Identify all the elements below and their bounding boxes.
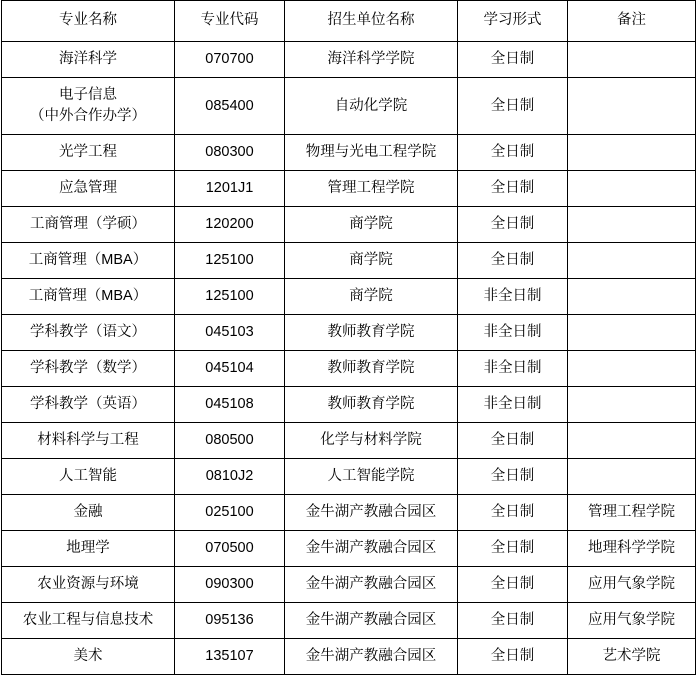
table-row — [2, 387, 696, 423]
column-header-enrolling-unit: 招生单位名称 — [285, 1, 458, 42]
cell-enrolling-unit: 教师教育学院 — [285, 351, 458, 387]
cell-study-mode: 全日制 — [458, 42, 568, 78]
cell-major-name: 工商管理（MBA） — [2, 243, 175, 279]
cell-enrolling-unit: 化学与材料学院 — [285, 423, 458, 459]
cell-study-mode: 全日制 — [458, 423, 568, 459]
cell-enrolling-unit: 金牛湖产教融合园区 — [285, 495, 458, 531]
cell-enrolling-unit: 金牛湖产教融合园区 — [285, 639, 458, 675]
table-row — [2, 459, 696, 495]
cell-remark: 应用气象学院 — [568, 567, 696, 603]
cell-major-code: 125100 — [175, 243, 285, 279]
cell-major-name: 光学工程 — [2, 135, 175, 171]
cell-enrolling-unit: 教师教育学院 — [285, 315, 458, 351]
cell-study-mode: 全日制 — [458, 135, 568, 171]
cell-remark — [568, 423, 696, 459]
cell-major-code: 045104 — [175, 351, 285, 387]
table-row — [2, 531, 696, 567]
cell-major-name: 美术 — [2, 639, 175, 675]
cell-major-name: 学科教学（英语） — [2, 387, 175, 423]
cell-major-code: 080500 — [175, 423, 285, 459]
cell-enrolling-unit: 金牛湖产教融合园区 — [285, 531, 458, 567]
cell-study-mode: 全日制 — [458, 207, 568, 243]
cell-major-code: 080300 — [175, 135, 285, 171]
table-row — [2, 639, 696, 675]
table-row — [2, 42, 696, 78]
cell-enrolling-unit: 商学院 — [285, 207, 458, 243]
table-row — [2, 423, 696, 459]
cell-major-name-line2: （中外合作办学） — [30, 108, 146, 125]
majors-table — [1, 0, 696, 675]
cell-major-name: 工商管理（学硕） — [2, 207, 175, 243]
cell-major-name: 地理学 — [2, 531, 175, 567]
cell-major-name: 材料科学与工程 — [2, 423, 175, 459]
table-row — [2, 495, 696, 531]
column-header-remark: 备注 — [568, 1, 696, 42]
table-row — [2, 315, 696, 351]
cell-major-code: 045108 — [175, 387, 285, 423]
cell-major-name: 学科教学（数学） — [2, 351, 175, 387]
cell-enrolling-unit: 金牛湖产教融合园区 — [285, 603, 458, 639]
table-row — [2, 207, 696, 243]
cell-enrolling-unit: 商学院 — [285, 279, 458, 315]
cell-remark — [568, 42, 696, 78]
cell-major-name — [2, 78, 175, 135]
cell-major-code: 125100 — [175, 279, 285, 315]
cell-study-mode: 全日制 — [458, 639, 568, 675]
cell-study-mode: 非全日制 — [458, 279, 568, 315]
table-row — [2, 603, 696, 639]
table-row — [2, 135, 696, 171]
cell-enrolling-unit: 管理工程学院 — [285, 171, 458, 207]
cell-remark — [568, 387, 696, 423]
table-header — [2, 1, 696, 42]
column-header-study-mode: 学习形式 — [458, 1, 568, 42]
cell-remark: 艺术学院 — [568, 639, 696, 675]
cell-remark: 管理工程学院 — [568, 495, 696, 531]
cell-major-name: 金融 — [2, 495, 175, 531]
cell-remark — [568, 351, 696, 387]
table-row — [2, 351, 696, 387]
cell-study-mode: 非全日制 — [458, 315, 568, 351]
cell-major-name: 人工智能 — [2, 459, 175, 495]
cell-remark — [568, 315, 696, 351]
table-row — [2, 279, 696, 315]
cell-major-code: 1201J1 — [175, 171, 285, 207]
cell-study-mode: 非全日制 — [458, 351, 568, 387]
cell-major-name: 农业资源与环境 — [2, 567, 175, 603]
column-header-major-code: 专业代码 — [175, 1, 285, 42]
cell-major-code: 085400 — [175, 78, 285, 135]
cell-remark — [568, 279, 696, 315]
cell-major-code: 120200 — [175, 207, 285, 243]
cell-study-mode: 全日制 — [458, 78, 568, 135]
cell-remark — [568, 243, 696, 279]
cell-major-code: 090300 — [175, 567, 285, 603]
cell-major-code: 095136 — [175, 603, 285, 639]
cell-enrolling-unit: 商学院 — [285, 243, 458, 279]
cell-major-code: 070500 — [175, 531, 285, 567]
cell-study-mode: 非全日制 — [458, 387, 568, 423]
cell-major-code: 070700 — [175, 42, 285, 78]
table-row — [2, 243, 696, 279]
cell-remark: 地理科学学院 — [568, 531, 696, 567]
table-body — [2, 42, 696, 675]
cell-major-code: 025100 — [175, 495, 285, 531]
cell-remark — [568, 78, 696, 135]
cell-major-code: 0810J2 — [175, 459, 285, 495]
cell-remark — [568, 171, 696, 207]
cell-enrolling-unit: 自动化学院 — [285, 78, 458, 135]
table-row — [2, 78, 696, 135]
table-row — [2, 171, 696, 207]
cell-study-mode: 全日制 — [458, 603, 568, 639]
cell-remark: 应用气象学院 — [568, 603, 696, 639]
cell-study-mode: 全日制 — [458, 495, 568, 531]
cell-major-name: 农业工程与信息技术 — [2, 603, 175, 639]
cell-study-mode: 全日制 — [458, 567, 568, 603]
cell-enrolling-unit: 人工智能学院 — [285, 459, 458, 495]
cell-major-name: 海洋科学 — [2, 42, 175, 78]
cell-major-code: 135107 — [175, 639, 285, 675]
cell-remark — [568, 207, 696, 243]
cell-study-mode: 全日制 — [458, 459, 568, 495]
table-header-row — [2, 1, 696, 42]
cell-study-mode: 全日制 — [458, 531, 568, 567]
cell-study-mode: 全日制 — [458, 171, 568, 207]
cell-enrolling-unit: 教师教育学院 — [285, 387, 458, 423]
cell-major-name: 学科教学（语文） — [2, 315, 175, 351]
cell-enrolling-unit: 海洋科学学院 — [285, 42, 458, 78]
cell-remark — [568, 135, 696, 171]
column-header-major-name: 专业名称 — [2, 1, 175, 42]
cell-major-name: 工商管理（MBA） — [2, 279, 175, 315]
cell-remark — [568, 459, 696, 495]
cell-major-code: 045103 — [175, 315, 285, 351]
cell-major-name: 应急管理 — [2, 171, 175, 207]
cell-study-mode: 全日制 — [458, 243, 568, 279]
cell-enrolling-unit: 物理与光电工程学院 — [285, 135, 458, 171]
table-row — [2, 567, 696, 603]
cell-major-name-line1: 电子信息 — [59, 87, 117, 104]
cell-enrolling-unit: 金牛湖产教融合园区 — [285, 567, 458, 603]
